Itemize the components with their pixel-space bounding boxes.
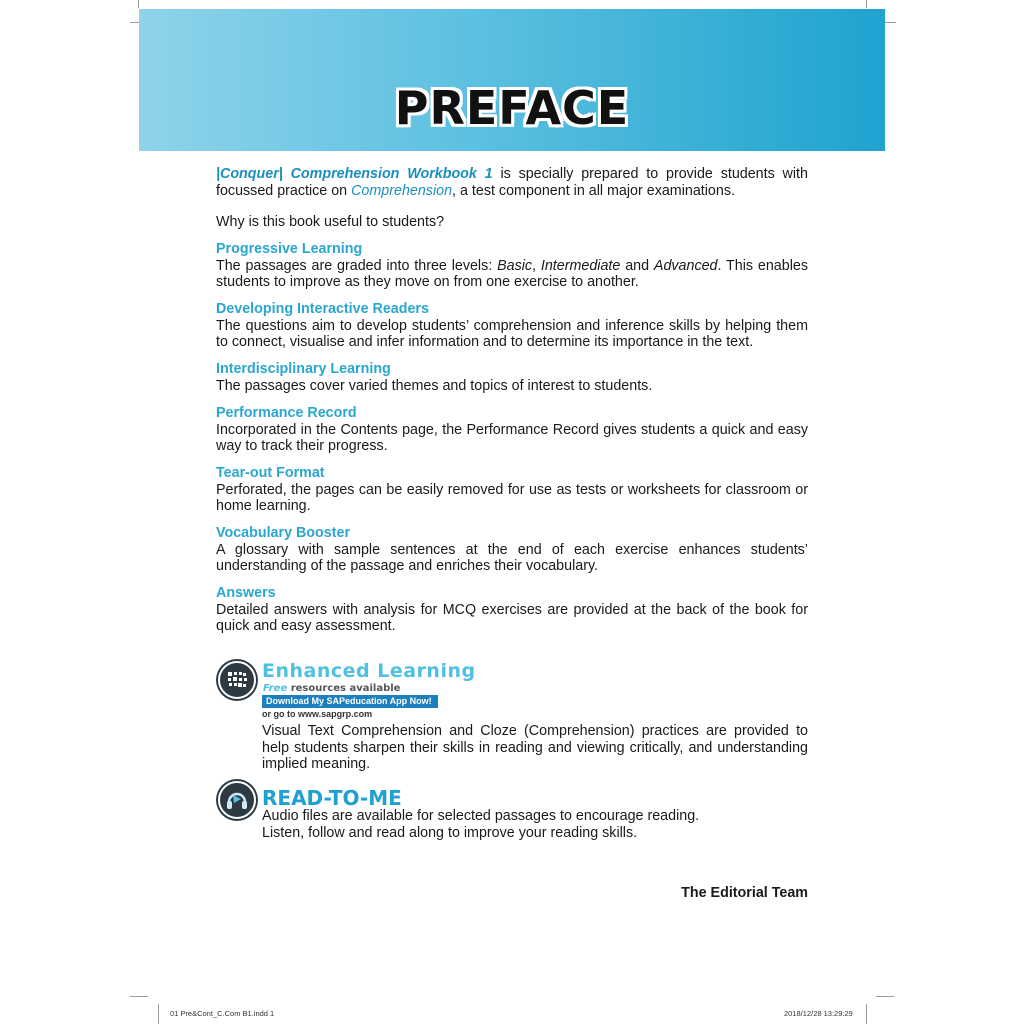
feature-answers [216,585,808,635]
feature-text: Perforated, the pages can be easily removed for use as tests or worksheets for classroom or home learning. [216,481,808,514]
feature-performance-record [216,405,808,455]
header-banner [139,9,885,151]
feature-heading: Answers [216,585,276,601]
feature-text: A glossary with sample sentences at the end of each exercise enhances students’ understanding of the passage and enriches their vocabulary. [216,541,808,574]
crop-mark [876,996,894,997]
book-name: |Conquer| Comprehension Workbook 1 [216,166,493,182]
read-to-me-line-1: Audio files are available for selected passages to encourage reading. [262,808,700,824]
slug-timestamp: 2018/12/28 13:29:29 [784,1009,853,1018]
crop-mark [158,1004,159,1024]
crop-mark [130,996,148,997]
intro-emphasis: Comprehension [351,182,453,199]
qr-code-icon [218,661,256,699]
slug-file: 01 Pre&Cont_C.Com B1.indd 1 [170,1009,275,1018]
enhanced-learning-subtitle: Free resources available [263,683,401,694]
feature-text: Detailed answers with analysis for MCQ exercises are provided at the back of the book for quick and easy assessment. [216,601,808,634]
intro-text-2: , a test component in all major examinations. [452,182,735,199]
enhanced-learning-title: Enhanced Learning [262,660,476,682]
feature-vocabulary [216,525,808,575]
page-title: PREFACE [394,81,630,135]
feature-interactive-readers [216,301,808,351]
feature-tear-out [216,465,808,515]
crop-mark [866,1004,867,1024]
feature-text: Incorporated in the Contents page, the Performance Record gives students a quick and easy way to track their progress. [216,421,808,454]
feature-heading: Tear-out Format [216,465,325,481]
read-to-me-line-2: Listen, follow and read along to improve your reading skills. [262,825,638,841]
website-link: or go to www.sapgrp.com [262,709,373,719]
crop-mark [138,0,139,8]
signature: The Editorial Team [681,885,808,901]
feature-text: The passages are graded into three levels: Basic, Intermediate and Advanced. This enables students to improve as they move on from one exercise to another. [216,257,808,290]
feature-heading: Performance Record [216,405,357,421]
download-app-badge: Download My SAPeducation App Now! [262,695,438,708]
feature-progressive-learning [216,241,808,291]
feature-text: The questions aim to develop students’ comprehension and inference skills by helping them to connect, visualise and infer information and to determine its importance in the text. [216,317,808,350]
intro-paragraph [216,166,808,199]
intro-text-1: is specially prepared to provide students with focussed practice on [216,166,808,199]
question-line: Why is this book useful to students? [216,214,445,230]
feature-heading: Interdisciplinary Learning [216,361,391,377]
crop-mark [866,0,867,8]
feature-heading: Developing Interactive Readers [216,301,429,317]
feature-heading: Vocabulary Booster [216,525,351,541]
feature-heading: Progressive Learning [216,241,363,257]
feature-interdisciplinary [216,361,808,394]
enhanced-learning-text: Visual Text Comprehension and Cloze (Comprehension) practices are provided to help students sharpen their skills in reading and viewing critically, and understanding implied meaning. [262,723,808,772]
read-to-me-title: READ-TO-ME [262,786,402,810]
feature-text: The passages cover varied themes and topics of interest to students. [216,377,653,394]
headphones-icon [218,781,256,819]
